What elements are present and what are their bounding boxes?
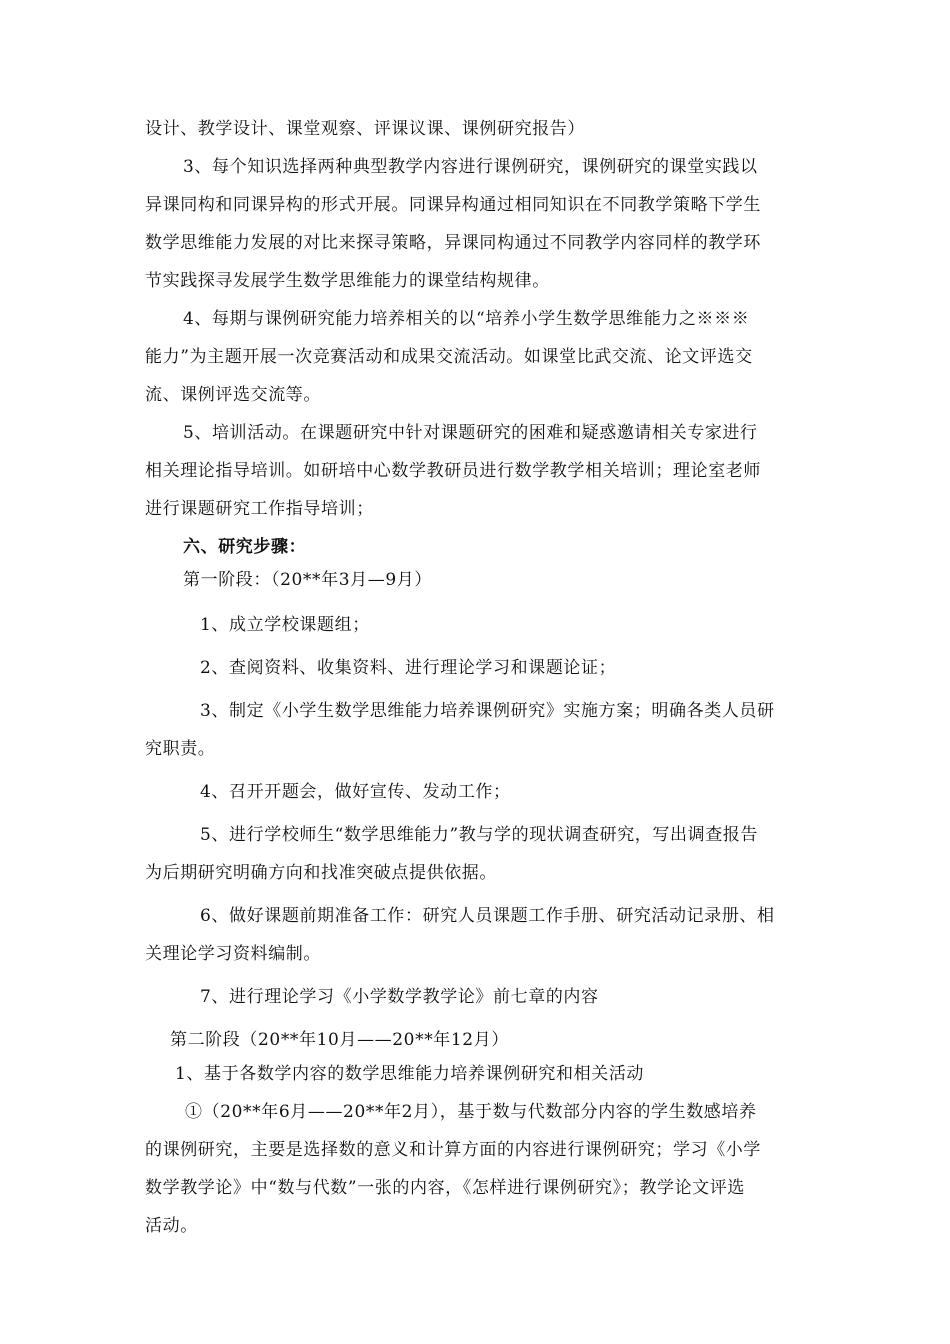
list-item: 4、召开开题会，做好宣传、发动工作；: [200, 782, 511, 802]
paragraph-line: 5、培训活动。在课题研究中针对课题研究的困难和疑惑邀请相关专家进行: [183, 423, 758, 443]
paragraph-line: 活动。: [145, 1216, 198, 1236]
stage-heading: 第一阶段：（20**年3月—9月）: [183, 570, 432, 590]
paragraph-line: 数学教学论》中“数与代数”一张的内容，《怎样进行课例研究》；教学论文评选: [145, 1178, 745, 1198]
paragraph-line: 能力”为主题开展一次竞赛活动和成果交流活动。如课堂比武交流、论文评选交: [145, 347, 753, 367]
paragraph-line: 的课例研究，主要是选择数的意义和计算方面的内容进行课例研究；学习《小学: [145, 1140, 761, 1160]
paragraph-line: 设计、教学设计、课堂观察、评课议课、课例研究报告）: [145, 119, 585, 139]
list-item: 2、查阅资料、收集资料、进行理论学习和课题论证；: [200, 658, 617, 678]
paragraph-line: ①（20**年6月——20**年2月），基于数与代数部分内容的学生数感培养: [185, 1102, 757, 1122]
list-item: 3、制定《小学生数学思维能力培养课例研究》实施方案；明确各类人员研: [200, 701, 775, 721]
list-item: 6、做好课题前期准备工作：研究人员课题工作手册、研究活动记录册、相: [200, 906, 775, 926]
paragraph-line: 3、每个知识选择两种典型教学内容进行课例研究，课例研究的课堂实践以: [183, 157, 758, 177]
paragraph-line: 4、每期与课例研究能力培养相关的以“培养小学生数学思维能力之※※※: [183, 309, 750, 329]
section-heading: 六、研究步骤：: [183, 537, 307, 557]
paragraph-line: 流、课例评选交流等。: [145, 385, 321, 405]
list-item: 1、成立学校课题组；: [200, 615, 370, 635]
paragraph-line: 节实践探寻发展学生数学思维能力的课堂结构规律。: [145, 271, 550, 291]
paragraph-line: 相关理论指导培训。如研培中心数学教研员进行数学教学相关培训；理论室老师: [145, 461, 761, 481]
paragraph-line: 数学思维能力发展的对比来探寻策略，异课同构通过不同教学内容同样的教学环: [145, 233, 761, 253]
paragraph-line: 异课同构和同课异构的形式开展。同课异构通过相同知识在不同教学策略下学生: [145, 195, 761, 215]
paragraph-line: 进行课题研究工作指导培训；: [145, 499, 374, 519]
paragraph-line: 为后期研究明确方向和找准突破点提供依据。: [145, 863, 497, 883]
paragraph-line: 究职责。: [145, 739, 216, 759]
stage-heading: 第二阶段（20**年10月——20**年12月）: [170, 1030, 509, 1050]
list-item: 1、基于各数学内容的数学思维能力培养课例研究和相关活动: [175, 1064, 645, 1084]
list-item: 7、进行理论学习《小学数学教学论》前七章的内容: [200, 987, 599, 1007]
list-item: 5、进行学校师生“数学思维能力”教与学的现状调查研究，写出调查报告: [200, 825, 758, 845]
paragraph-line: 关理论学习资料编制。: [145, 944, 321, 964]
